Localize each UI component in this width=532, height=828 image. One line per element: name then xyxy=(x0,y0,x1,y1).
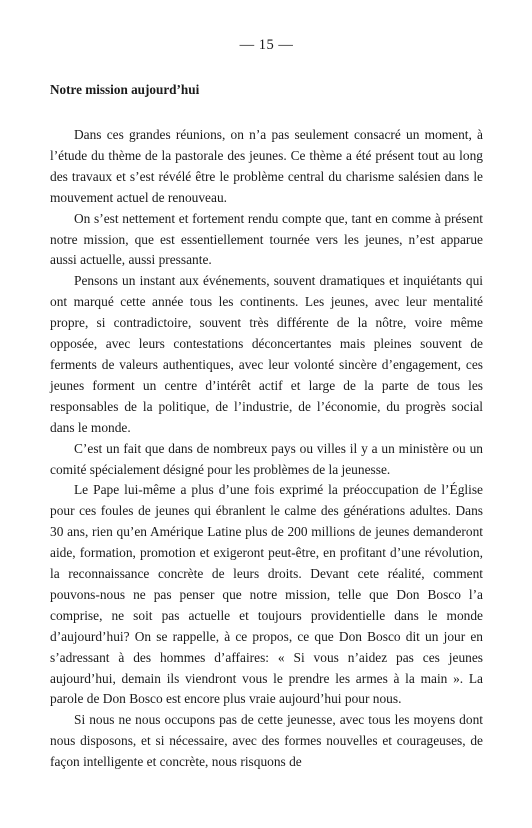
paragraph-5: Le Pape lui-même a plus d’une fois exprimé la préoccupation de l’Église pour ces foules de jeunes qui ébranlent le calme des générations adultes. Dans 30 ans, rien qu’en Amérique Latine plus de 200 millions de jeunes demanderont aide, formation, promotion et exigeront peut-être, en profitant d’une révolution, la reconnaissance concrète de leurs droits. Devant cete réalité, comment pouvons-nous ne pas penser que notre mission, telle que Don Bosco l’a comprise, ne soit pas actuelle et toujours providentielle dans le monde d’aujourd’hui? On se rappelle, à ce propos, ce que Don Bosco dit un jour en s’adressant à des hommes d’affaires: « Si vous n’aidez pas ces jeunes aujourd’hui, demain ils viendront vous le prendre les armes à la main ». La parole de Don Bosco est encore plus vraie aujourd’hui pour nous. xyxy=(50,482,483,707)
paragraph-1: Dans ces grandes réunions, on n’a pas seulement consacré un moment, à l’étude du thème de la pastorale des jeunes. Ce thème a été présent tout au long des travaux et s’est révélé être le problème central du charisme salésien dans le mouvement actuel de renouveau. xyxy=(50,127,483,205)
section-title: Notre mission aujourd’hui xyxy=(50,82,200,97)
page-number: — 15 — xyxy=(239,37,294,53)
paragraph-2: On s’est nettement et fortement rendu compte que, tant en comme à présent notre mission, que est essentiellement tournée vers les jeunes, n’est apparue aussi actuelle, aussi pressante. xyxy=(50,210,483,268)
document-page xyxy=(50,36,483,773)
body-text xyxy=(50,125,483,773)
paragraph-6: Si nous ne nous occupons pas de cette jeunesse, avec tous les moyens dont nous disposons, et si nécessaire, avec des formes nouvelles et courageuses, de façon intelligente et concrète, nous risquons de xyxy=(50,712,483,770)
paragraph-4: C’est un fait que dans de nombreux pays ou villes il y a un ministère ou un comité spécialement désigné pour les problèmes de la jeunesse. xyxy=(50,440,483,477)
paragraph-3: Pensons un instant aux événements, souvent dramatiques et inquiétants qui ont marqué cette année tous les continents. Les jeunes, avec leur mentalité propre, si contradictoire, souvent très différente de la nôtre, voire même opposée, avec leurs contestations déconcertantes mais pleines souvent de ferments de valeurs authentiques, avec leur volonté sincère d’engagement, ces jeunes forment un centre d’intérêt actif et large de la parte de tous les responsables de la politique, de l’industrie, de l’économie, du progrès social dans le monde. xyxy=(50,273,483,435)
